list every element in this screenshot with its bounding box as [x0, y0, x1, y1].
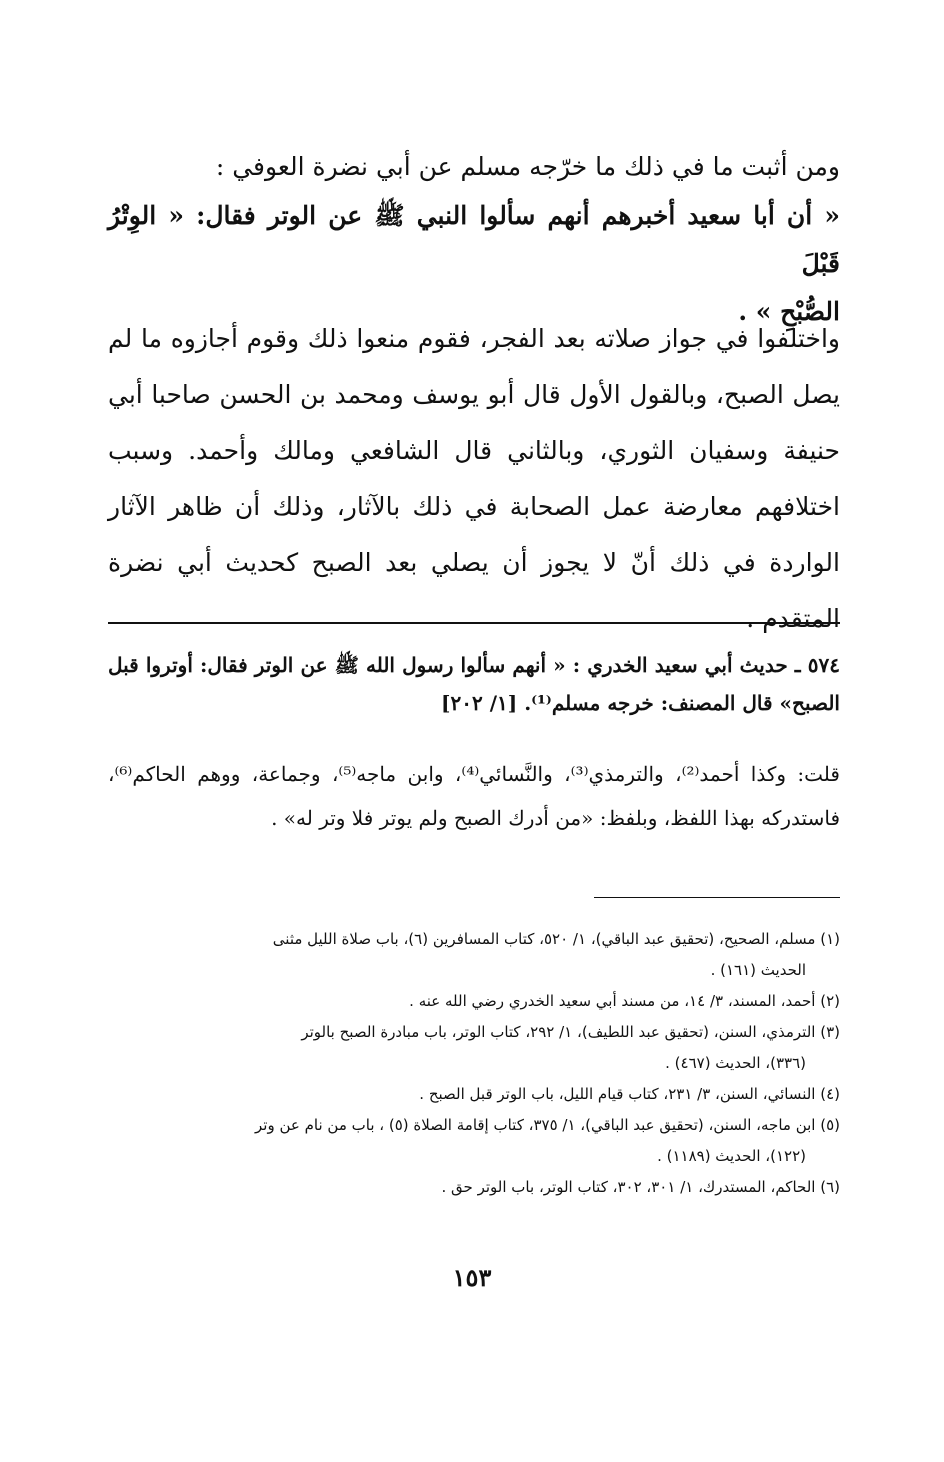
section-divider — [108, 622, 840, 624]
footnote-line: (٦) الحاكم، المستدرك، ١/ ٣٠١، ٣٠٢، كتاب الوتر، باب الوتر حق . — [441, 1178, 840, 1196]
intro-line: ومن أثبت ما في ذلك ما خرّجه مسلم عن أبي نضرة العوفي : — [215, 152, 840, 181]
footnote-line: (٥) ابن ماجه، السنن، (تحقيق عبد الباقي)، ١/ ٣٧٥، كتاب إقامة الصلاة (٥) ، باب من نام عن وتر — [255, 1116, 840, 1134]
commentary-body: قلت: وكذا أحمد⁽²⁾، والترمذي⁽³⁾، والنَّسائي⁽⁴⁾، وابن ماجه⁽⁵⁾، وجماعة، ووهم الحاكم⁽⁶⁾، فاستدركه بهذا اللفظ، وبلفظ: «من أدرك الصبح ولم يوتر فلا وتر له» . — [108, 762, 840, 830]
footnote-line: (٤) النسائي، السنن، ٣/ ٢٣١، كتاب قيام الليل، باب الوتر قبل الصبح . — [419, 1085, 840, 1103]
footnote-5 — [108, 1110, 840, 1172]
footnote-line: (٢) أحمد، المسند، ٣/ ١٤، من مسند أبي سعيد الخدري رضي الله عنه . — [409, 992, 840, 1010]
main-paragraph: واختلفوا في جواز صلاته بعد الفجر، فقوم منعوا ذلك وقوم أجازوه ما لم يصل الصبح، وبالقول الأول قال أبو يوسف ومحمد بن الحسن صاحبا أبي حنيفة وسفيان الثوري، وبالثاني قال الشافعي ومالك وأحمد. وسبب اختلافهم معارضة عمل الصحابة في ذلك بالآثار، وذلك أن ظاهر الآثار الواردة في ذلك أنّ لا يجوز أن يصلي بعد الصبح كحديث أبي نضرة المتقدم . — [108, 324, 840, 633]
footnote-4 — [108, 1079, 840, 1110]
footnote-6 — [108, 1172, 840, 1203]
footnote-1 — [108, 924, 840, 986]
footnote-divider — [594, 897, 840, 898]
hadith-line-2: الصُّبْحِ » . — [738, 297, 840, 326]
footnote-continuation: (١٢٢)، الحديث (١١٨٩) . — [657, 1147, 806, 1165]
footnote-2 — [108, 986, 840, 1017]
footnote-3 — [108, 1017, 840, 1079]
footnote-continuation: الحديث (١٦١) . — [710, 961, 806, 979]
footnote-line: (٣) الترمذي، السنن، (تحقيق عبد اللطيف)، ١/ ٢٩٢، كتاب الوتر، باب مبادرة الصبح بالوتر — [301, 1023, 840, 1041]
page-number: ١٥٣ — [452, 1263, 492, 1292]
commentary-heading: ٥٧٤ ـ حديث أبي سعيد الخدري : « أنهم سألوا رسول الله ﷺ عن الوتر فقال: أوتروا قبل الصبح» قال المصنف: خرجه مسلم⁽¹⁾. [١/ ٢٠٢] — [108, 653, 840, 715]
footnotes-list — [108, 924, 840, 1203]
footnote-continuation: (٣٣٦)، الحديث (٤٦٧) . — [665, 1054, 806, 1072]
hadith-line-1: « أن أبا سعيد أخبرهم أنهم سألوا النبي ﷺ عن الوتر فقال: « الوِتْرُ قَبْلَ — [108, 201, 840, 278]
footnote-line: (١) مسلم، الصحيح، (تحقيق عبد الباقي)، ١/ ٥٢٠، كتاب المسافرين (٦)، باب صلاة الليل مثنى — [272, 930, 840, 948]
